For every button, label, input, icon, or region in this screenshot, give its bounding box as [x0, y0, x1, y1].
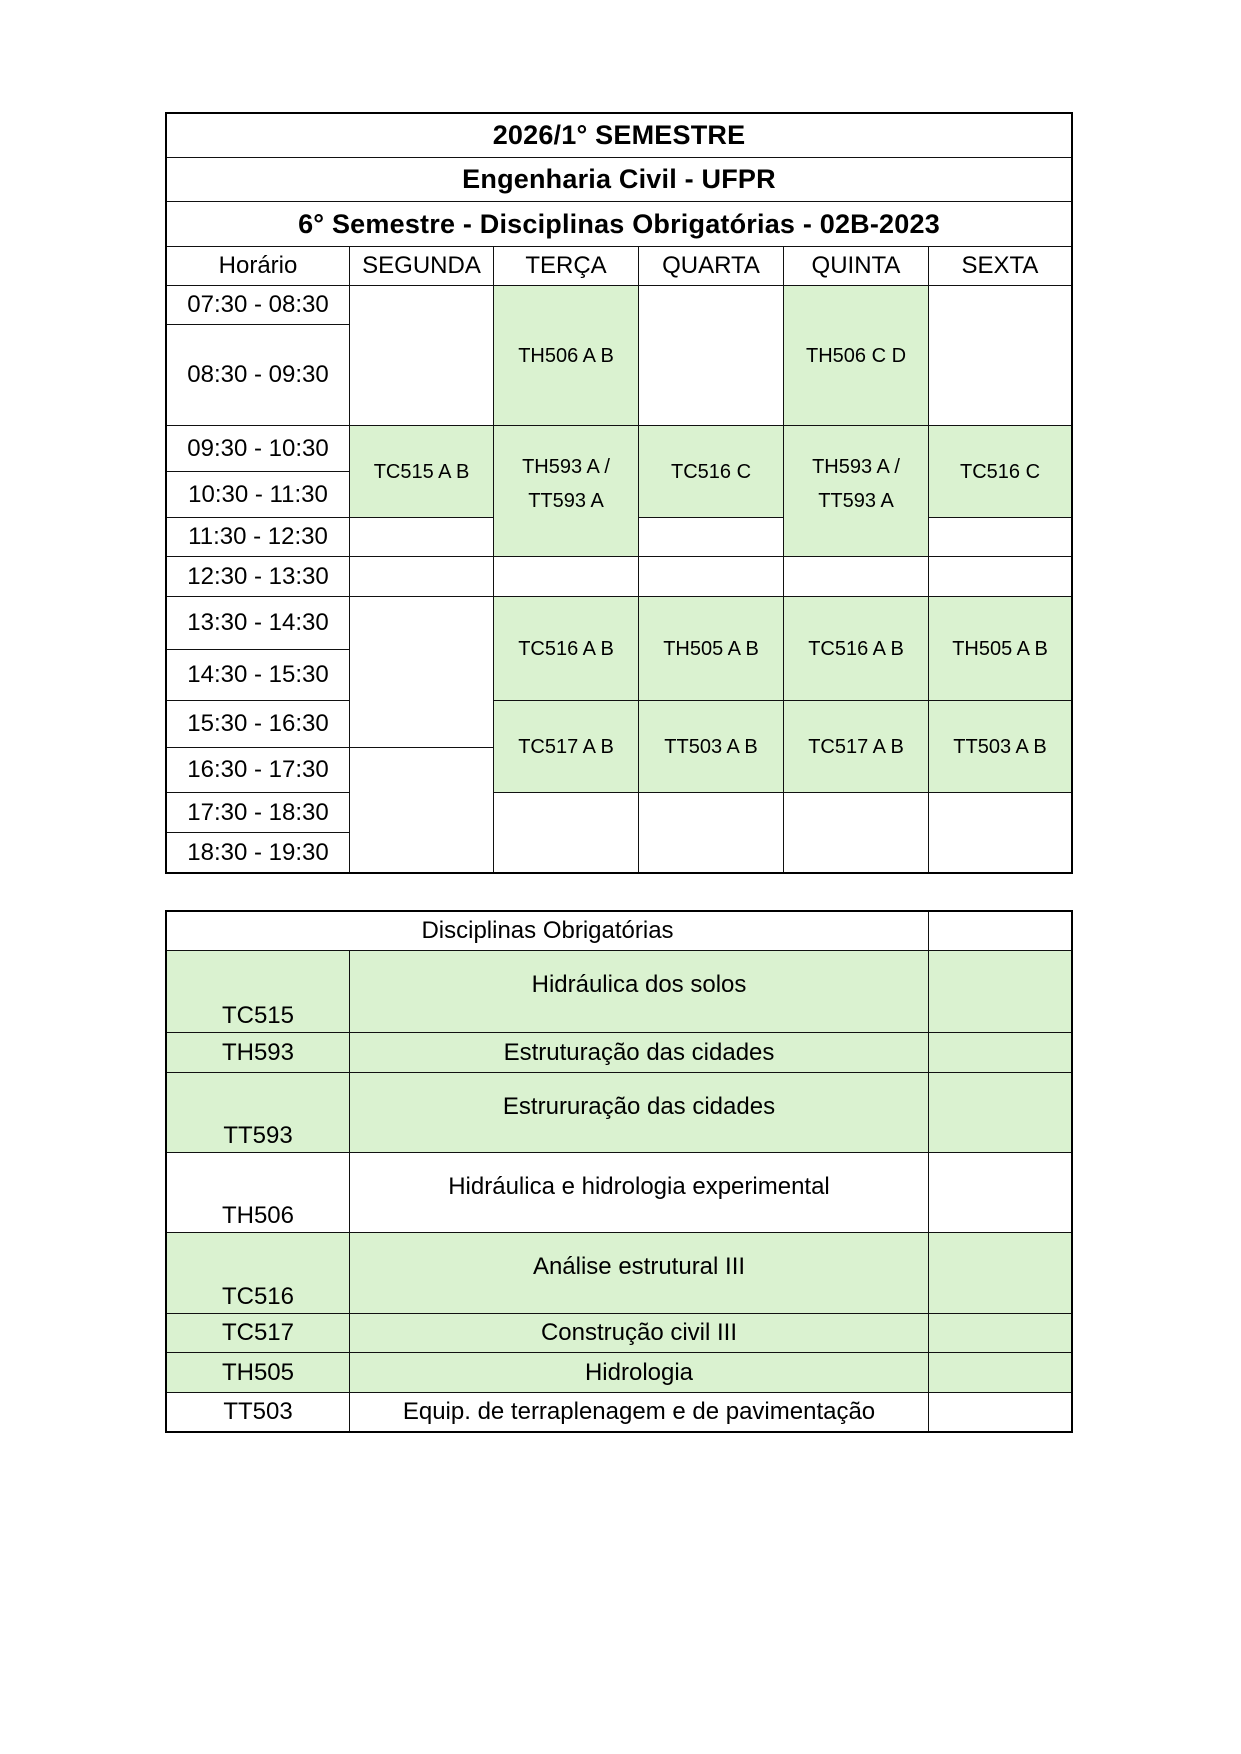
class-slot-th506-quinta: TH506 C D: [783, 285, 929, 426]
discipline-name: Estruturação das cidades: [349, 1032, 929, 1073]
class-slot-tc516c-sexta: TC516 C: [928, 425, 1072, 518]
discipline-extra: [928, 1392, 1072, 1432]
class-slot-th505-quarta: TH505 A B: [638, 596, 784, 701]
discipline-name: Hidráulica e hidrologia experimental: [349, 1152, 929, 1233]
column-header-horario: Horário: [166, 246, 350, 286]
class-slot-tc516-terca: TC516 A B: [493, 596, 639, 701]
empty-slot: [928, 792, 1072, 873]
discipline-name: Hidrologia: [349, 1352, 929, 1393]
time-slot: 09:30 - 10:30: [166, 425, 350, 472]
disciplines-header-extra: [928, 911, 1072, 951]
class-slot-tc517-terca: TC517 A B: [493, 700, 639, 793]
discipline-code: TC515: [166, 950, 350, 1033]
class-slot-tt503-quarta: TT503 A B: [638, 700, 784, 793]
column-header-terca: TERÇA: [493, 246, 639, 286]
class-slot-tc517-quinta: TC517 A B: [783, 700, 929, 793]
discipline-extra: [928, 1352, 1072, 1393]
time-slot: 13:30 - 14:30: [166, 596, 350, 650]
slot-line: TH593 A /: [522, 456, 610, 478]
time-slot: 17:30 - 18:30: [166, 792, 350, 833]
discipline-code: TC516: [166, 1232, 350, 1314]
time-slot: 14:30 - 15:30: [166, 649, 350, 701]
discipline-name: Hidráulica dos solos: [349, 950, 929, 1033]
column-header-segunda: SEGUNDA: [349, 246, 494, 286]
time-slot: 18:30 - 19:30: [166, 832, 350, 873]
class-slot-tc515-segunda: TC515 A B: [349, 425, 494, 518]
empty-slot: [349, 517, 494, 557]
empty-slot: [638, 792, 784, 873]
discipline-extra: [928, 1313, 1072, 1353]
discipline-extra: [928, 1032, 1072, 1073]
discipline-extra: [928, 1232, 1072, 1314]
schedule-subtitle: 6° Semestre - Disciplinas Obrigatórias - 02B-2023: [166, 201, 1072, 247]
time-slot: 16:30 - 17:30: [166, 747, 350, 793]
class-slot-th593-quinta: [783, 425, 929, 557]
time-slot: 07:30 - 08:30: [166, 285, 350, 325]
time-slot: 11:30 - 12:30: [166, 517, 350, 557]
empty-slot: [638, 285, 784, 426]
column-header-sexta: SEXTA: [928, 246, 1072, 286]
discipline-code: TT593: [166, 1072, 350, 1153]
empty-slot: [928, 285, 1072, 426]
time-slot: 12:30 - 13:30: [166, 556, 350, 597]
discipline-code: TH505: [166, 1352, 350, 1393]
disciplines-header: Disciplinas Obrigatórias: [166, 911, 929, 951]
empty-slot: [928, 556, 1072, 597]
slot-line: TH593 A /: [812, 456, 900, 478]
class-slot-tc516-quinta: TC516 A B: [783, 596, 929, 701]
discipline-name: Construção civil III: [349, 1313, 929, 1353]
class-slot-th506-terca: TH506 A B: [493, 285, 639, 426]
empty-slot: [349, 747, 494, 873]
discipline-name: Análise estrutural III: [349, 1232, 929, 1314]
empty-slot: [349, 596, 494, 748]
empty-slot: [493, 556, 639, 597]
column-header-quinta: QUINTA: [783, 246, 929, 286]
class-slot-th505-sexta: TH505 A B: [928, 596, 1072, 701]
discipline-code: TH506: [166, 1152, 350, 1233]
discipline-code: TH593: [166, 1032, 350, 1073]
empty-slot: [783, 792, 929, 873]
course-title: Engenharia Civil - UFPR: [166, 157, 1072, 202]
class-slot-tt503-sexta: TT503 A B: [928, 700, 1072, 793]
time-slot: 15:30 - 16:30: [166, 700, 350, 748]
empty-slot: [783, 556, 929, 597]
discipline-code: TC517: [166, 1313, 350, 1353]
empty-slot: [638, 556, 784, 597]
empty-slot: [928, 517, 1072, 557]
empty-slot: [349, 556, 494, 597]
discipline-name: Estrururação das cidades: [349, 1072, 929, 1153]
discipline-extra: [928, 1072, 1072, 1153]
empty-slot: [638, 517, 784, 557]
slot-line: TT593 A: [818, 490, 894, 512]
class-slot-th593-terca: [493, 425, 639, 557]
class-slot-tc516c-quarta: TC516 C: [638, 425, 784, 518]
time-slot: 08:30 - 09:30: [166, 324, 350, 426]
column-header-quarta: QUARTA: [638, 246, 784, 286]
empty-slot: [493, 792, 639, 873]
empty-slot: [349, 285, 494, 426]
discipline-code: TT503: [166, 1392, 350, 1432]
discipline-extra: [928, 1152, 1072, 1233]
discipline-extra: [928, 950, 1072, 1033]
slot-line: TT593 A: [528, 490, 604, 512]
time-slot: 10:30 - 11:30: [166, 471, 350, 518]
semester-title: 2026/1° SEMESTRE: [166, 113, 1072, 158]
discipline-name: Equip. de terraplenagem e de pavimentação: [349, 1392, 929, 1432]
